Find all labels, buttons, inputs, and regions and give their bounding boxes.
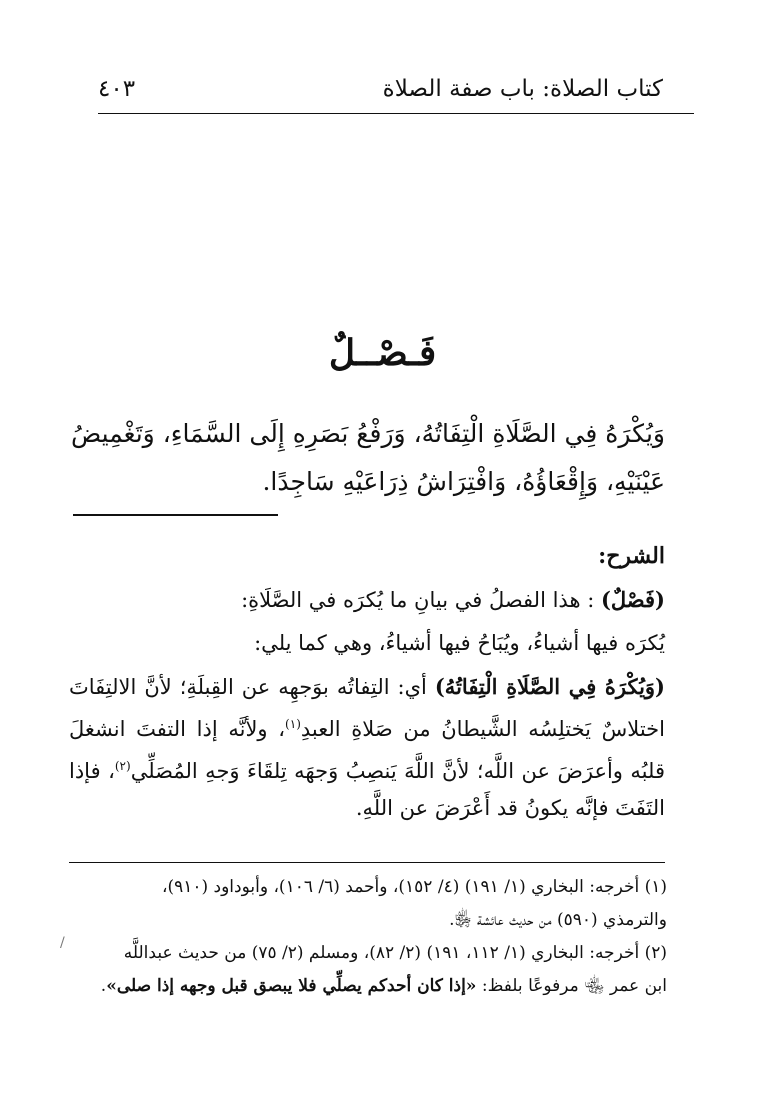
footnote-2-quote: «إذا كان أحدكم يصلِّي فلا يبصق قبل وجهه إذا صلى»: [106, 976, 477, 996]
commentary: [69, 538, 665, 833]
scan-mark: /: [60, 935, 65, 951]
commentary-text-3a: أي: التِفاتُه بوَجهِه عن القِبلَةِ؛ لأنَّ الالتِفَاتَ اختلاسٌ يَختلِسُه الشَّيطانُ من صَلاةِ العبدِ: [69, 675, 665, 741]
commentary-text-1: : هذا الفصلُ في بيانِ ما يُكرَه في الصَّلَاةِ:: [241, 588, 595, 612]
commentary-paragraph-2: يُكرَه فيها أشياءُ، ويُبَاحُ فيها أشياءُ، وهي كما يلي:: [254, 631, 665, 655]
matn-line-1: وَيُكْرَهُ فِي الصَّلَاةِ الْتِفَاتُهُ، وَرَفْعُ بَصَرِهِ إِلَى السَّمَاءِ، وَتَغْمِيضُ: [71, 419, 665, 448]
footnote-1-line-2: والترمذي (٥٩٠) من حديث عائشة ﵂.: [449, 910, 667, 930]
header-rule: [98, 113, 694, 114]
footnote-ref-2[interactable]: (٢): [114, 759, 131, 773]
footnotes: [67, 872, 667, 1004]
commentary-text-3c: ، فإذا التَفَتَ فإنَّه يكونُ قد أَعْرَضَ عن اللَّهِ.: [69, 759, 665, 820]
matn-divider-line: [73, 514, 278, 516]
commentary-label: الشرح:: [598, 543, 665, 569]
commentary-paragraph-1: [69, 581, 665, 619]
footnote-2-line-1: (٢) أخرجه: البخاري (١/ ١١٢، ١٩١) (٢/ ٨٢)، ومسلم (٢/ ٧٥) من حديث عبداللَّه: [123, 943, 667, 963]
footnote-2-end: .: [100, 976, 107, 996]
running-title: كتاب الصلاة: باب صفة الصلاة: [382, 76, 663, 102]
matn-line-2: عَيْنَيْهِ، وَإِقْعَاؤُهُ، وَافْتِرَاشُ ذِرَاعَيْهِ سَاجِدًا.: [262, 467, 665, 496]
section-heading: فَـصْــلٌ: [328, 332, 437, 374]
footnote-2-text: ابن عمر ﵄ مرفوعًا بلفظ:: [481, 976, 667, 996]
footnote-1-line-1: (١) أخرجه: البخاري (١/ ١٩١) (٤/ ١٥٢)، وأحمد (٦/ ١٠٦)، وأبوداود (٩١٠)،: [161, 877, 667, 897]
commentary-paragraph-3: [69, 668, 665, 827]
commentary-text-3b: ، ولأنَّه إذا التفتَ انشغلَ قلبُه وأعرَضَ عن اللَّه؛ لأنَّ اللَّهَ يَنصِبُ وَجهَه تِلقَاءَ وَجهِ المُصَلِّي: [69, 717, 665, 783]
commentary-term-1: (فَصْلٌ): [600, 587, 665, 612]
footnote-ref-1[interactable]: (١): [285, 717, 301, 731]
page-number: ٤٠٣: [98, 76, 136, 102]
footnote-separator: [69, 862, 665, 863]
matn-text: [69, 410, 665, 506]
commentary-term-3: (وَيُكْرَهُ فِي الصَّلَاةِ الْتِفَاتُهُ): [434, 674, 665, 699]
footnote-2-line-2: [67, 971, 667, 1002]
